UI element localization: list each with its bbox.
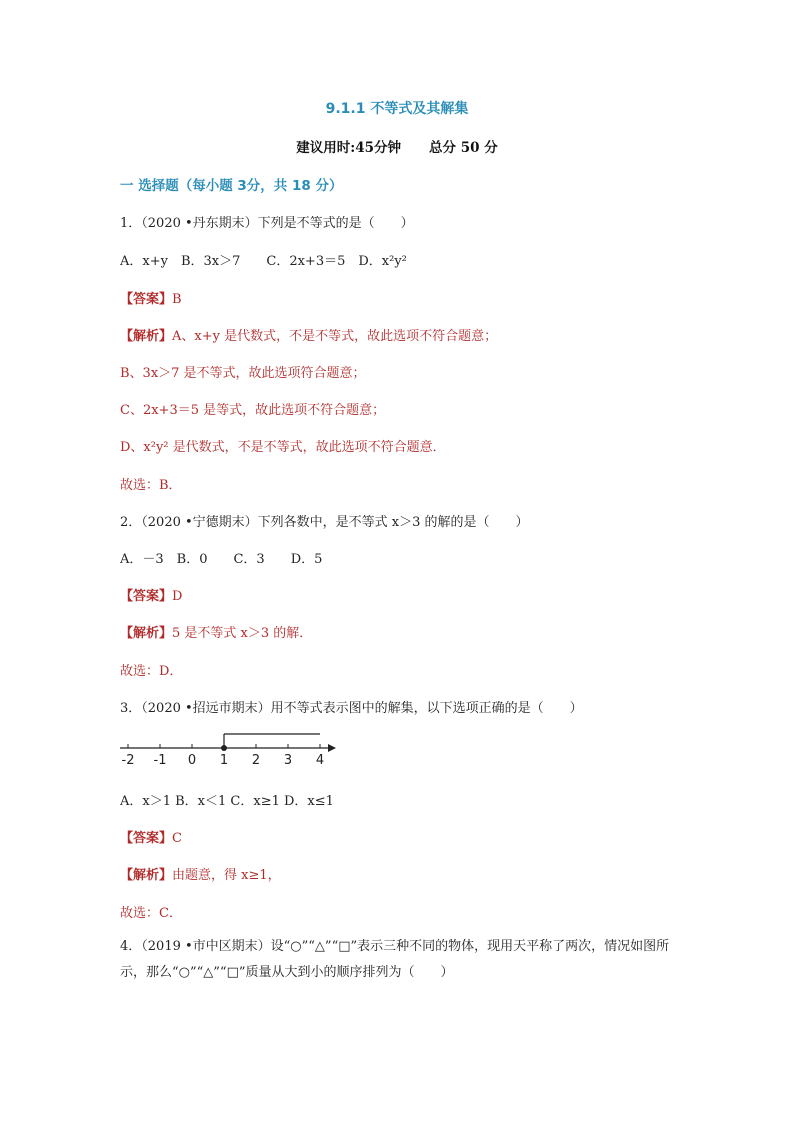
analysis-label: 【解析】: [120, 626, 173, 641]
tick-label: 0: [187, 753, 197, 768]
axis-arrow-icon: [328, 744, 336, 752]
q2-answer: [120, 585, 182, 604]
q1-conclusion: 故选：B．: [120, 478, 182, 493]
q1-analysis-4: D、x²y² 是代数式，不是不等式，故此选项不符合题意．: [120, 440, 446, 455]
q2-analysis: [120, 622, 312, 641]
tick-label: 2: [251, 753, 261, 768]
answer-label: 【答案】: [120, 589, 173, 604]
page-title: 9.1.1 不等式及其解集: [325, 101, 469, 117]
q1-options: A．x+y B．3x＞7 C．2x+3＝5 D．x²y²: [120, 254, 407, 269]
tick-label: -1: [153, 753, 167, 768]
tick-label: -2: [121, 753, 135, 768]
closed-point-marker: [221, 745, 227, 751]
answer-value: B: [172, 292, 182, 307]
answer-value: D: [172, 589, 183, 604]
q3-analysis: [120, 864, 281, 883]
section-heading: 一 选择题（每小题 3分，共 18 分）: [120, 178, 343, 194]
tick-label: 1: [219, 753, 229, 768]
analysis-text: 5 是不等式 x＞3 的解．: [172, 626, 313, 641]
analysis-label: 【解析】: [120, 868, 173, 883]
q1-analysis-1: [120, 325, 497, 344]
tick-label: 3: [283, 753, 293, 768]
q1-stem: 1．（2020 •丹东期末）下列是不等式的是（ ）: [120, 216, 414, 231]
answer-label: 【答案】: [120, 292, 173, 307]
q3-stem: 3．（2020 •招远市期末）用不等式表示图中的解集，以下选项正确的是（ ）: [120, 701, 583, 716]
q2-stem: 2．（2020 •宁德期末）下列各数中，是不等式 x＞3 的解的是（ ）: [120, 515, 529, 530]
q2-conclusion: 故选：D．: [120, 664, 183, 679]
q4-stem: 4．（2019 •市中区期末）设“○”“△”“□”表示三种不同的物体，现用天平称了两次，情况如图所示，那么“○”“△”“□”质量从大到小的顺序排列为（ ）: [120, 939, 670, 980]
answer-value: C: [172, 831, 182, 846]
q1-answer: [120, 288, 182, 307]
number-line-figure: [118, 728, 340, 768]
tick-label: 4: [315, 753, 325, 768]
answer-label: 【答案】: [120, 831, 173, 846]
q3-options: A．x＞1 B．x＜1 C．x≥1 D．x≤1: [120, 794, 334, 809]
analysis-text: 由题意，得 x≥1，: [172, 868, 281, 883]
q3-conclusion: 故选：C．: [120, 906, 182, 921]
total-score: 总分 50 分: [429, 140, 498, 156]
analysis-text: A、x+y 是代数式，不是不等式，故此选项不符合题意；: [172, 329, 498, 344]
subtitle: [0, 136, 794, 156]
q1-analysis-3: C、2x+3＝5 是等式，故此选项不符合题意；: [120, 403, 386, 418]
q3-answer: [120, 827, 182, 846]
q2-options: A．－3 B．0 C．3 D．5: [120, 552, 323, 567]
q1-analysis-2: B、3x＞7 是不等式，故此选项符合题意；: [120, 366, 366, 381]
analysis-label: 【解析】: [120, 329, 173, 344]
suggested-time: 建议用时:45分钟: [296, 140, 402, 156]
